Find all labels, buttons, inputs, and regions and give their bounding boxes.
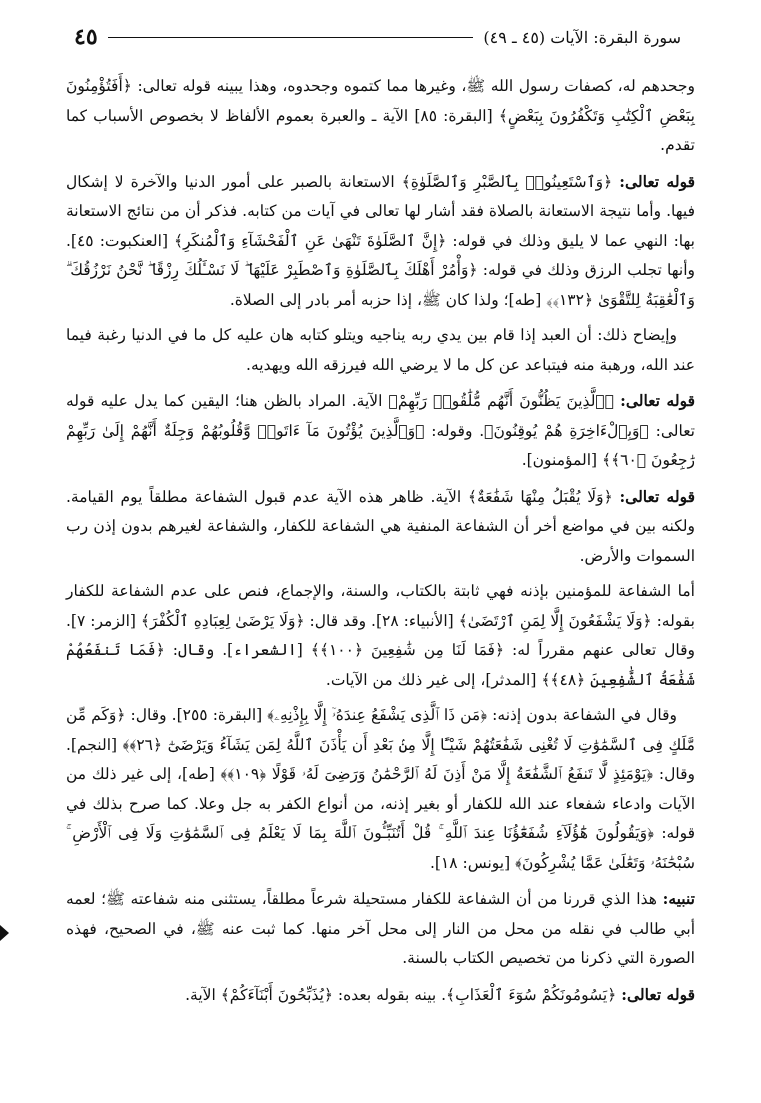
paragraph-5 xyxy=(66,482,695,572)
page-number: ٤٥ xyxy=(74,24,98,50)
header-title: سورة البقرة: الآيات (٤٥ ـ ٤٩) xyxy=(483,27,681,47)
header-rule xyxy=(108,37,474,38)
paragraph-3: وإيضاح ذلك: أن العبد إذا قام بين يدي ربه يناجيه ويتلو كتابه هان عليه كل ما في الدنيا رغبة فيما عند الله، ورهبة منه فيتباعد عن كل ما لا يرضي الله فيرزقه الله ويهديه. xyxy=(66,326,695,374)
paragraph-2-text: ﴿وَٱسْتَعِينُوا۟ بِٱلصَّبْرِ وَٱلصَّلَوٰةِ﴾ الاستعانة بالصبر على أمور الدنيا والآخرة لا إشكال فيها. وأما نتيجة الاستعانة بالصلاة فقد أشار لها تعالى في آيات من كتابه. فذكر أن من نتائج الاستعانة بها: النهي عما لا يليق وذلك في قوله: ﴿إِنَّ ٱلصَّلَوٰةَ تَنْهَىٰ عَنِ ٱلْفَحْشَآءِ وَٱلْمُنكَرِ﴾ [العنكبوت: ٤٥]. وأنها تجلب الرزق وذلك في قوله: ﴿وَأْمُرْ أَهْلَكَ بِٱلصَّلَوٰةِ وَٱصْطَبِرْ عَلَيْهَا ۖ لَا نَسْـَٔلُكَ رِزْقًا ۖ نَّحْنُ نَرْزُقُكَ ۗ وَٱلْعَٰقِبَةُ لِلتَّقْوَىٰ ﴿١٣٢﴾﴾ [طه]؛ ولذا كان ﷺ، إذا حزبه أمر بادر إلى الصلاة. xyxy=(66,172,695,309)
paragraph-8-lead: تنبيه: xyxy=(662,889,695,908)
paragraph-9-lead: قوله تعالى: xyxy=(621,984,695,1004)
paragraph-5-lead: قوله تعالى: xyxy=(619,486,695,506)
paragraph-4-lead: قوله تعالى: xyxy=(620,391,695,410)
paragraph-8-text: هذا الذي قررنا من أن الشفاعة للكفار مستحيلة شرعاً مطلقاً، يستثنى منه شفاعته ﷺ؛ لعمه أبي طالب في نقله من محل من النار إلى محل آخر منها. كما ثبت عنه ﷺ، في الصحيح، فهذه الصورة التي ذكرنا من تخصيص الكتاب بالسنة. xyxy=(66,890,695,967)
page-edge-marker xyxy=(0,925,9,941)
paragraph-2 xyxy=(66,167,695,316)
page-body xyxy=(66,72,695,1016)
paragraph-4 xyxy=(66,386,695,476)
paragraph-9-text: ﴿يَسُومُونَكُمْ سُوٓءَ ٱلْعَذَابِ﴾. بينه بقوله بعده: ﴿يُذَبِّحُونَ أَبْنَآءَكُمْ﴾ الآية. xyxy=(185,985,617,1004)
paragraph-8 xyxy=(66,884,695,974)
paragraph-4-text: ﴿ٱلَّذِينَ يَظُنُّونَ أَنَّهُم مُّلَٰقُوا۟ رَبِّهِمْ﴾ الآية. المراد بالظن هنا؛ اليقين كما يدل عليه قوله تعالى: ﴿وَبِٱلْءَاخِرَةِ هُمْ يُوقِنُونَ﴾. وقوله: ﴿وَٱلَّذِينَ يُؤْتُونَ مَآ ءَاتَوا۟ وَّقُلُوبُهُمْ وَجِلَةٌ أَنَّهُمْ إِلَىٰ رَبِّهِمْ رَٰجِعُونَ ﴿٦٠﴾﴾ [المؤمنون]. xyxy=(66,392,695,469)
paragraph-6: أما الشفاعة للمؤمنين بإذنه فهي ثابتة بالكتاب، والسنة، والإجماع، فنص على عدم الشفاعة للكفار بقوله: ﴿وَلَا يَشْفَعُونَ إِلَّا لِمَنِ ٱرْتَضَىٰ﴾ [الأنبياء: ٢٨]. وقد قال: ﴿وَلَا يَرْضَىٰ لِعِبَادِهِ ٱلْكُفْرَ﴾ [الزمر: ٧]. وقال تعالى عنهم مقرراً له: ﴿فَمَا لَنَا مِن شَٰفِعِينَ ﴿١٠٠﴾﴾ [الشعراء]. وقال: ﴿فَمَا تَنفَعُهُمْ شَفَٰعَةُ ٱلشَّٰفِعِينَ ﴿٤٨﴾﴾ [المدثر]، إلى غير ذلك من الآيات. xyxy=(66,582,695,689)
paragraph-9 xyxy=(66,980,695,1011)
paragraph-7: وقال في الشفاعة بدون إذنه: ﴿مَن ذَا ٱلَّذِى يَشْفَعُ عِندَهُۥٓ إِلَّا بِإِذْنِهِۦ﴾ [البقرة: ٢٥٥]. وقال: ﴿وَكَم مِّن مَّلَكٍ فِى ٱلسَّمَٰوَٰتِ لَا تُغْنِى شَفَٰعَتُهُمْ شَيْـًٔا إِلَّا مِنۢ بَعْدِ أَن يَأْذَنَ ٱللَّهُ لِمَن يَشَآءُ وَيَرْضَىٰٓ ﴿٢٦﴾﴾ [النجم]. وقال: ﴿يَوْمَئِذٍ لَّا تَنفَعُ ٱلشَّفَٰعَةُ إِلَّا مَنْ أَذِنَ لَهُ ٱلرَّحْمَٰنُ وَرَضِىَ لَهُۥ قَوْلًا ﴿١٠٩﴾﴾ [طه]، إلى غير ذلك من الآيات وادعاء شفعاء عند الله للكفار أو بغير إذنه، من أنواع الكفر به جل وعلا. كما صرح بذلك في قوله: ﴿وَيَقُولُونَ هَٰٓؤُلَآءِ شُفَعَٰٓؤُنَا عِندَ ٱللَّهِ ۚ قُلْ أَتُنَبِّـُٔونَ ٱللَّهَ بِمَا لَا يَعْلَمُ فِى ٱلسَّمَٰوَٰتِ وَلَا فِى ٱلْأَرْضِ ۚ سُبْحَٰنَهُۥ وَتَعَٰلَىٰ عَمَّا يُشْرِكُونَ﴾ [يونس: ١٨]. xyxy=(66,706,695,872)
running-header xyxy=(74,22,681,52)
paragraph-2-lead: قوله تعالى: xyxy=(619,171,696,191)
paragraph-1: وجحدهم له، كصفات رسول الله ﷺ، وغيرها مما كتموه وجحدوه، وهذا يبينه قوله تعالى: ﴿أَفَتُؤْمِنُونَ بِبَعْضِ ٱلْكِتَٰبِ وَتَكْفُرُونَ بِبَعْضٍ﴾ [البقرة: ٨٥] الآية ـ والعبرة بعموم الألفاظ لا بخصوص الأسباب كما تقدم. xyxy=(66,77,695,154)
paragraph-5-text: ﴿وَلَا يُقْبَلُ مِنْهَا شَفَٰعَةٌ﴾ الآية. ظاهر هذه الآية عدم قبول الشفاعة مطلقاً يوم القيامة. ولكنه بين في مواضع أخر أن الشفاعة المنفية هي الشفاعة للكفار، والشفاعة لغيرهم بدون إذن رب السموات والأرض. xyxy=(66,487,695,565)
